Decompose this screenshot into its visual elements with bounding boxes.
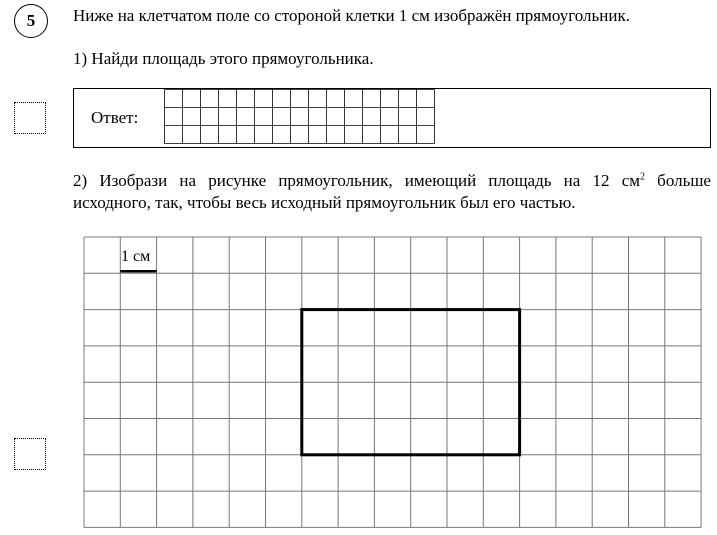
task-intro: Ниже на клетчатом поле со стороной клетки 1 см изображён прямоугольник. <box>73 6 630 25</box>
question-2-text: 2) Изобрази на рисунке прямоугольник, имеющий площадь на 12 см <box>73 171 640 190</box>
question-2-text-end: больше исходного, так, чтобы весь исходный прямоугольник был его частью. <box>73 171 711 212</box>
question-2 <box>73 170 711 214</box>
question-1: 1) Найди площадь этого прямоугольника. <box>73 49 374 68</box>
answer-grid[interactable] <box>164 89 710 147</box>
task-number-text: 5 <box>26 11 36 30</box>
task-number <box>14 4 48 38</box>
unit-label: 1 см <box>121 248 151 265</box>
answer-label: Ответ: <box>91 108 139 127</box>
score-box-1 <box>14 102 46 134</box>
score-box-2 <box>14 438 46 470</box>
drawing-grid[interactable] <box>83 236 703 529</box>
question-2-superscript: 2 <box>640 171 645 183</box>
